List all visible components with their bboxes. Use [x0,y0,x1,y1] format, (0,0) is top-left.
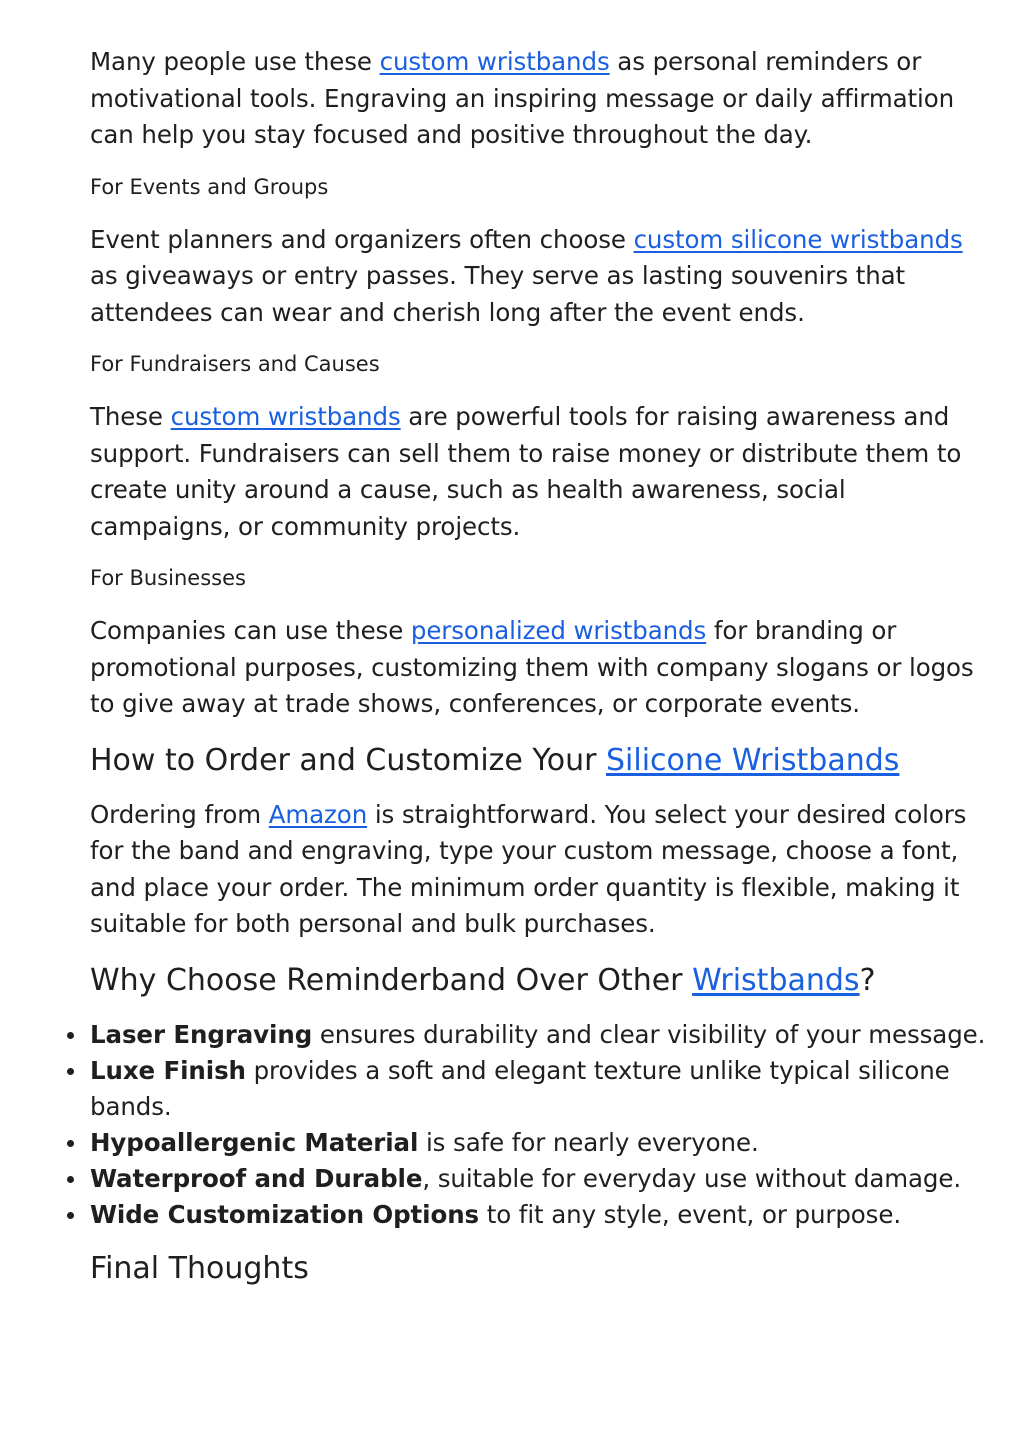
order-text-before: Ordering from [90,799,269,829]
intro-paragraph [90,44,990,154]
fundraisers-subheading: For Fundraisers and Causes [90,352,380,376]
feature-title: Hypoallergenic Material [90,1127,419,1157]
why-heading [90,961,990,1001]
custom-wristbands-link-2[interactable]: custom wristbands [170,402,401,431]
final-thoughts-heading: Final Thoughts [90,1250,309,1286]
businesses-subheading: For Businesses [90,566,246,590]
fundraisers-paragraph [90,399,990,545]
fundraisers-text-before: These [90,402,171,431]
events-paragraph [90,222,990,332]
why-heading-text: Why Choose Reminderband Over Other [90,962,693,998]
silicone-wristbands-heading-link[interactable]: Silicone Wristbands [606,742,900,778]
bullet-icon [67,1212,74,1219]
bullet-icon [67,1176,74,1183]
custom-silicone-wristbands-link[interactable]: custom silicone wristbands [633,224,963,254]
order-heading-text: How to Order and Customize Your [90,742,606,778]
feature-title: Waterproof and Durable [90,1163,423,1193]
wristbands-heading-link[interactable]: Wristbands [692,962,860,998]
article-body [90,44,990,1305]
events-text-before: Event planners and organizers often choose [90,224,634,254]
why-heading-end: ? [859,962,876,998]
feature-title: Wide Customization Options [90,1199,480,1229]
list-item [90,1161,990,1197]
amazon-link[interactable]: Amazon [268,799,368,829]
bullet-icon [67,1140,74,1147]
list-item [90,1197,990,1233]
list-item [90,1053,990,1125]
businesses-text-before: Companies can use these [90,616,411,645]
order-text-after: is straightforward. You select your desired colors for the band and engraving, type your custom message, choose a font, and place your order. The minimum order quantity is flexible, making it suitable for both personal and bulk purchases. [90,799,967,938]
businesses-paragraph [90,613,990,723]
feature-title: Laser Engraving [90,1019,313,1049]
order-heading [90,741,990,781]
list-item [90,1017,990,1053]
custom-wristbands-link[interactable]: custom wristbands [379,47,610,76]
feature-title: Luxe Finish [90,1055,246,1085]
list-item [90,1125,990,1161]
feature-text: to fit any style, event, or purpose. [479,1199,902,1229]
events-text-after: as giveaways or entry passes. They serve as lasting souvenirs that attendees can wear and cherish long after the event ends. [90,261,906,327]
events-subheading: For Events and Groups [90,174,329,199]
feature-text: , suitable for everyday use without damage. [422,1163,962,1193]
intro-text-before: Many people use these [90,47,380,76]
bullet-icon [67,1032,74,1039]
feature-text: is safe for nearly everyone. [418,1127,759,1157]
features-list [90,1017,990,1233]
feature-text: provides a soft and elegant texture unlike typical silicone bands. [90,1055,950,1121]
personalized-wristbands-link[interactable]: personalized wristbands [410,616,707,645]
feature-text: ensures durability and clear visibility of your message. [312,1019,986,1049]
businesses-text-after: for branding or promotional purposes, customizing them with company slogans or logos to give away at trade shows, conferences, or corporate events. [90,616,974,718]
fundraisers-text-after: are powerful tools for raising awareness and support. Fundraisers can sell them to raise money or distribute them to create unity around a cause, such as health awareness, social campaigns, or community projects. [90,402,962,541]
bullet-icon [67,1068,74,1075]
order-paragraph [90,797,990,943]
intro-text-after: as personal reminders or motivational tools. Engraving an inspiring message or daily affirmation can help you stay focused and positive throughout the day. [90,47,955,149]
